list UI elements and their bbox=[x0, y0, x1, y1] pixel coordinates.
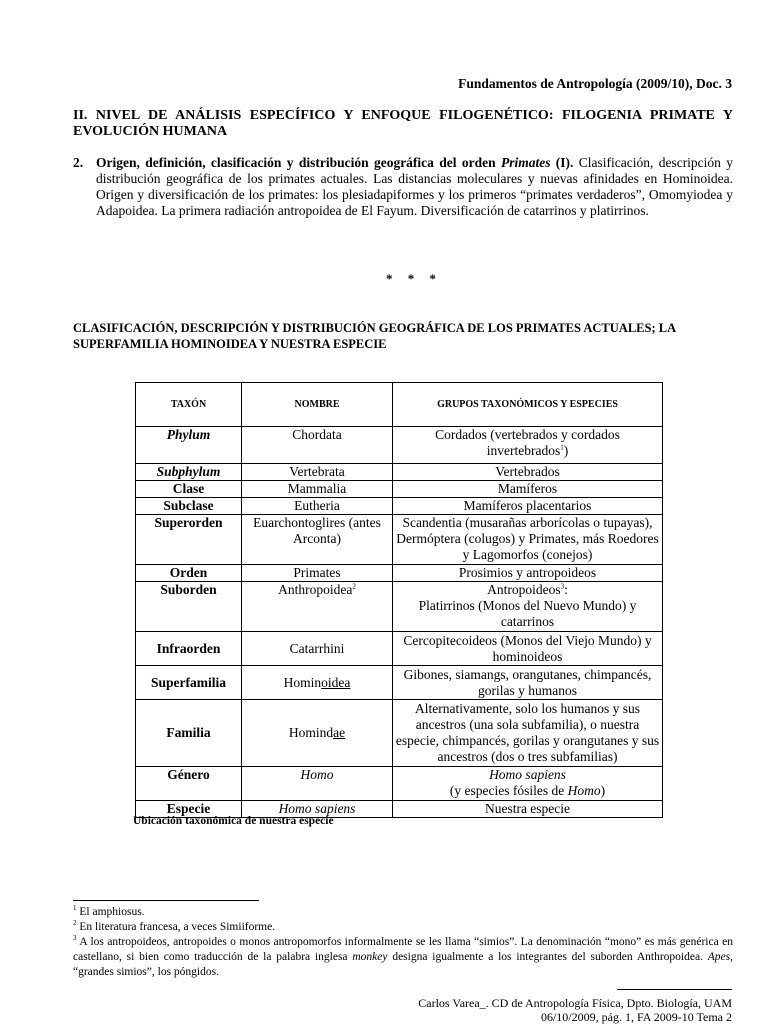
table-row bbox=[136, 767, 663, 801]
table-header-row bbox=[136, 383, 663, 427]
footnote-italic-word: monkey bbox=[352, 951, 388, 963]
name-cell: Euarchontoglires (antes Arconta) bbox=[242, 515, 393, 565]
footnote-ref: 3 bbox=[560, 582, 565, 591]
groups-cell bbox=[393, 582, 663, 632]
topic-lead: Origen, definición, clasificación y distribución geográfica del orden bbox=[96, 155, 496, 170]
groups-species: Homo sapiens bbox=[489, 767, 566, 782]
footnote-ref: 1 bbox=[560, 443, 564, 452]
name-cell bbox=[242, 666, 393, 700]
taxon-cell: Suborden bbox=[136, 582, 242, 632]
table-row bbox=[136, 427, 663, 464]
topic-number: 2. bbox=[73, 155, 84, 170]
name-cell: Catarrhini bbox=[242, 632, 393, 666]
footnotes bbox=[73, 905, 733, 980]
taxon-cell: Infraorden bbox=[136, 632, 242, 666]
taxon-cell: Superorden bbox=[136, 515, 242, 565]
table-row bbox=[136, 515, 663, 565]
name-text: Anthropoidea bbox=[278, 582, 353, 597]
footnote-mark: 2 bbox=[73, 919, 77, 928]
table-caption: Ubicación taxonómica de nuestra especie bbox=[133, 815, 334, 827]
footnote-text: En literatura francesa, a veces Simiiforme. bbox=[79, 921, 276, 933]
groups-genus: Homo bbox=[567, 783, 601, 798]
column-header-taxon: TAXÓN bbox=[136, 383, 242, 427]
footnote-1 bbox=[73, 905, 733, 920]
groups-cell: Alternativamente, solo los humanos y sus ancestros (una sola subfamilia), o nuestra especie, chimpancés, gorilas y orangutanes y sus ancestros (dos o tres subfamilias) bbox=[393, 700, 663, 767]
name-cell: Eutheria bbox=[242, 498, 393, 515]
footnote-ref: 2 bbox=[352, 582, 356, 591]
name-root: Homind bbox=[288, 725, 334, 740]
taxon-cell: Orden bbox=[136, 565, 242, 582]
column-header-groups: GRUPOS TAXONÓMICOS Y ESPECIES bbox=[393, 383, 663, 427]
topic-lead-italic: Primates bbox=[500, 155, 551, 170]
groups-text-end: ) bbox=[563, 443, 569, 458]
column-header-name: NOMBRE bbox=[242, 383, 393, 427]
name-cell bbox=[242, 700, 393, 767]
taxon-cell: Especie bbox=[136, 801, 242, 818]
name-cell: Homo sapiens bbox=[242, 801, 393, 818]
groups-cell: Nuestra especie bbox=[393, 801, 663, 818]
name-cell: Vertebrata bbox=[242, 464, 393, 481]
section-separator: * * * bbox=[386, 271, 442, 286]
groups-cell bbox=[393, 767, 663, 801]
table-title: CLASIFICACIÓN, DESCRIPCIÓN Y DISTRIBUCIÓN GEOGRÁFICA DE LOS PRIMATES ACTUALES; LA SUPERFAMILIA HOMINOIDEA Y NUESTRA ESPECIE bbox=[73, 321, 676, 351]
name-cell: Homo bbox=[242, 767, 393, 801]
groups-cell bbox=[393, 427, 663, 464]
footnote-2 bbox=[73, 920, 733, 935]
taxon-cell: Familia bbox=[136, 700, 242, 767]
name-suffix: oidea bbox=[321, 674, 351, 690]
table-row bbox=[136, 481, 663, 498]
table-row bbox=[136, 464, 663, 481]
footer-page-info: 06/10/2009, pág. 1, FA 2009-10 Tema 2 bbox=[540, 1010, 732, 1024]
topic-body bbox=[96, 155, 733, 219]
topic-paragraph bbox=[73, 155, 733, 219]
name-cell: Mammalia bbox=[242, 481, 393, 498]
groups-text: Cordados (vertebrados y cordados invertebrados bbox=[435, 427, 620, 458]
groups-cell: Cercopitecoideos (Monos del Viejo Mundo) y hominoideos bbox=[393, 632, 663, 666]
groups-cell: Prosimios y antropoideos bbox=[393, 565, 663, 582]
taxon-cell: Superfamilia bbox=[136, 666, 242, 700]
groups-cell: Scandentia (musarañas arborícolas o tupayas), Dermóptera (colugos) y Primates, más Roedores y Lagomorfos (conejos) bbox=[393, 515, 663, 565]
table-row bbox=[136, 700, 663, 767]
groups-cell: Gibones, siamangs, orangutanes, chimpancés, gorilas y humanos bbox=[393, 666, 663, 700]
taxon-cell: Clase bbox=[136, 481, 242, 498]
groups-colon: : bbox=[564, 582, 568, 597]
footer-divider bbox=[617, 989, 732, 990]
groups-text: (y especies fósiles de bbox=[449, 783, 565, 798]
taxon-cell: Subphylum bbox=[136, 464, 242, 481]
topic-lead-end: (I). bbox=[555, 155, 574, 170]
footnote-mark: 3 bbox=[73, 934, 77, 943]
footnote-mark: 1 bbox=[73, 904, 77, 913]
name-cell: Chordata bbox=[242, 427, 393, 464]
footer-author: Carlos Varea_. CD de Antropología Física, Dpto. Biología, UAM bbox=[418, 996, 732, 1010]
name-cell bbox=[242, 582, 393, 632]
table-row bbox=[136, 582, 663, 632]
groups-text-end: ) bbox=[600, 783, 606, 798]
name-suffix: ae bbox=[333, 725, 346, 740]
footnote-divider bbox=[73, 900, 259, 901]
groups-head: Antropoideos bbox=[487, 582, 561, 597]
groups-cell: Vertebrados bbox=[393, 464, 663, 481]
page-footer bbox=[418, 996, 732, 1024]
name-cell: Primates bbox=[242, 565, 393, 582]
footnote-text-b: designa igualmente a los integrantes del suborden Anthropoidea. bbox=[392, 951, 703, 963]
groups-cell: Mamíferos bbox=[393, 481, 663, 498]
taxon-cell: Phylum bbox=[136, 427, 242, 464]
groups-text: Platirrinos (Monos del Nuevo Mundo) y catarrinos bbox=[418, 598, 637, 629]
footnote-3 bbox=[73, 935, 733, 980]
taxon-cell: Subclase bbox=[136, 498, 242, 515]
footnote-text: A los antropoideos, antropoides o monos antropomorfos informalmente se les llama “simios”. La denominación “mono” es más genérica en castellano, si bien como traducción de la palabra inglesa bbox=[73, 936, 733, 963]
table-row bbox=[136, 498, 663, 515]
footnote-text-c: , “grandes simios”, los póngidos. bbox=[73, 951, 734, 978]
topic-text: Clasificación, descripción y distribución geográfica de los primates actuales. Las distancias moleculares y nuevas afinidades en Hominoidea. Origen y diversificación de los primates: los plesiadapiformes y los primeros “primates verdaderos”, Omomyiodea y Adapoidea. La primera radiación antropoidea de El Fayum. Diversificación de catarrinos y platirrinos. bbox=[96, 155, 734, 218]
footnote-text: El amphiosus. bbox=[79, 906, 145, 918]
section-heading: II. NIVEL DE ANÁLISIS ESPECÍFICO Y ENFOQUE FILOGENÉTICO: FILOGENIA PRIMATE Y EVOLUCIÓN HUMANA bbox=[73, 108, 733, 139]
table-row bbox=[136, 632, 663, 666]
document-header: Fundamentos de Antropología (2009/10), Doc. 3 bbox=[458, 76, 732, 91]
taxon-cell: Género bbox=[136, 767, 242, 801]
groups-cell: Mamíferos placentarios bbox=[393, 498, 663, 515]
name-root: Homin bbox=[283, 674, 322, 690]
footnote-italic-apes: Apes bbox=[707, 951, 731, 963]
table-row bbox=[136, 565, 663, 582]
table-row bbox=[136, 666, 663, 700]
taxonomy-table bbox=[135, 382, 663, 818]
